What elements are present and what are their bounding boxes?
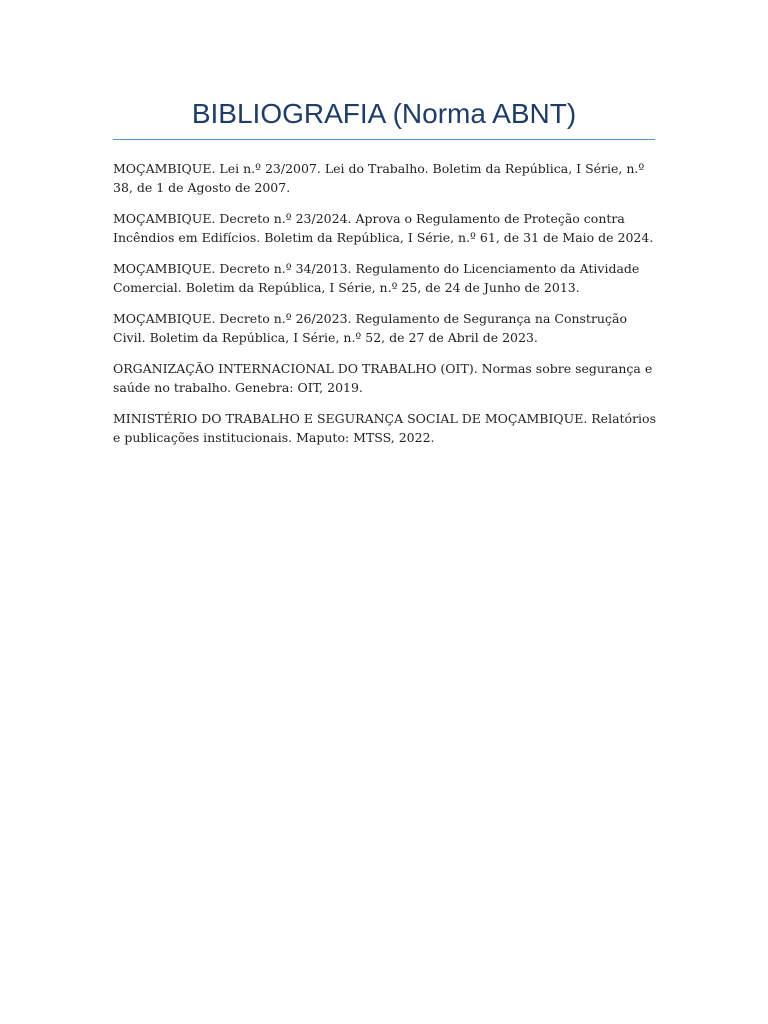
reference-item: ORGANIZAÇÃO INTERNACIONAL DO TRABALHO (OIT). Normas sobre segurança e saúde no trabalho. Genebra: OIT, 2019. xyxy=(113,361,653,395)
page-title: BIBLIOGRAFIA (Norma ABNT) xyxy=(191,98,577,129)
title-underline xyxy=(113,139,655,140)
reference-list xyxy=(113,159,658,459)
reference-item: MOÇAMBIQUE. Decreto n.º 34/2013. Regulamento do Licenciamento da Atividade Comercial. Boletim da República, I Série, n.º 25, de 24 de Junho de 2013. xyxy=(113,261,640,295)
reference-item: MOÇAMBIQUE. Decreto n.º 23/2024. Aprova o Regulamento de Proteção contra Incêndios em Edifícios. Boletim da República, I Série, n.º 61, de 31 de Maio de 2024. xyxy=(113,211,654,245)
reference-item: MOÇAMBIQUE. Decreto n.º 26/2023. Regulamento de Segurança na Construção Civil. Boletim da República, I Série, n.º 52, de 27 de Abril de 2023. xyxy=(113,311,627,345)
reference-item: MOÇAMBIQUE. Lei n.º 23/2007. Lei do Trabalho. Boletim da República, I Série, n.º 38, de 1 de Agosto de 2007. xyxy=(113,161,645,195)
reference-item: MINISTÉRIO DO TRABALHO E SEGURANÇA SOCIAL DE MOÇAMBIQUE. Relatórios e publicações institucionais. Maputo: MTSS, 2022. xyxy=(113,411,656,445)
